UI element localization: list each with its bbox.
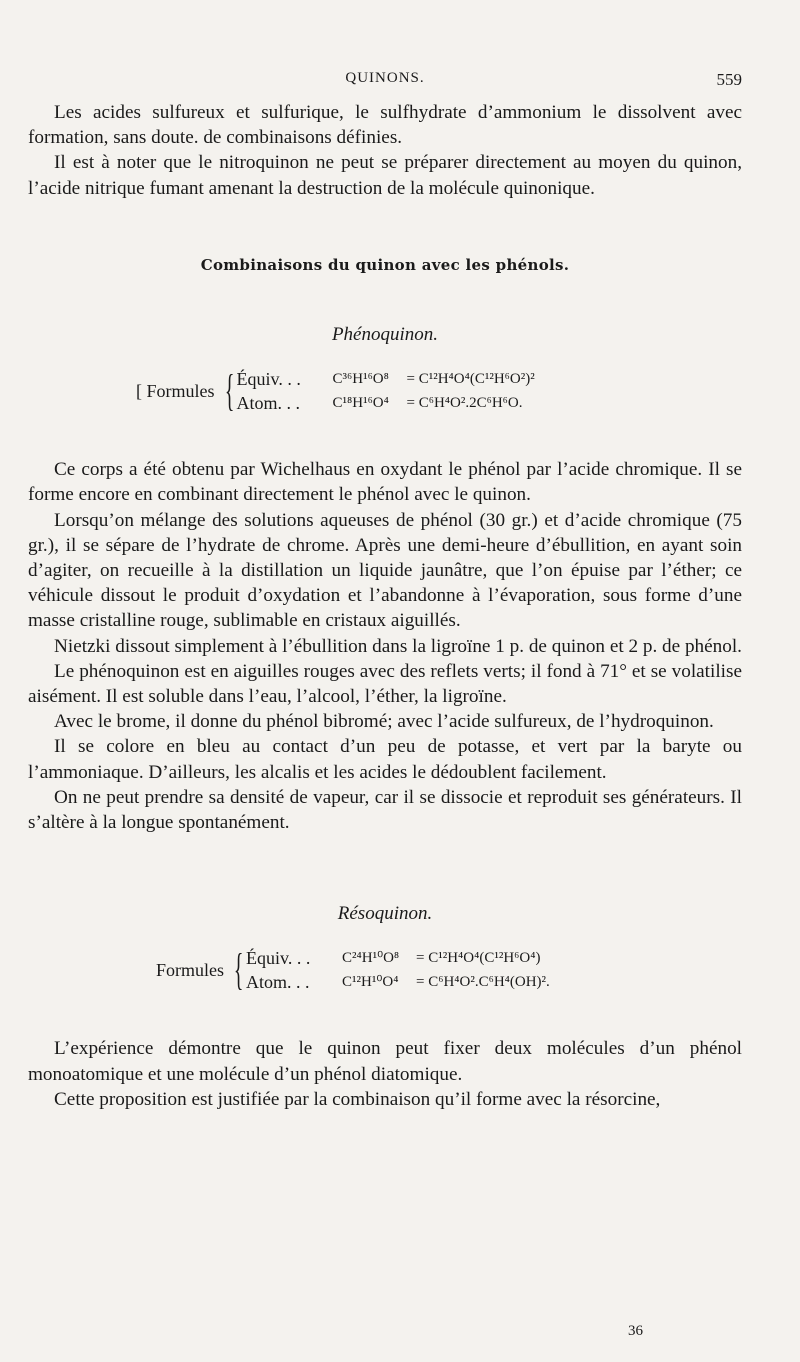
formula-rhs: = C¹²H⁴O⁴(C¹²H⁶O⁴) bbox=[416, 950, 541, 967]
phenoquinon-formula bbox=[136, 367, 742, 415]
section-title: Combinaisons du quinon avec les phénols. bbox=[200, 255, 570, 274]
formula-rows bbox=[246, 946, 550, 994]
brace-icon: { bbox=[224, 366, 234, 416]
paragraph: L’expérience démontre que le quinon peut fixer deux molécules d’un phénol monoatomique et une molécule d’un phénol diatomique. bbox=[28, 1038, 742, 1085]
formula-lhs: C²⁴H¹⁰O⁸ bbox=[342, 950, 400, 967]
paragraph: Lorsqu’on mélange des solutions aqueuses de phénol (30 gr.) et d’acide chromique (75 gr.), il se sépare de l’hydrate de chrome. Après une demi-heure d’ébullition, en ayant soin d’agiter, on recueille à la distillation un liquide jaunâtre, que l’on épuise par l’éther; ce véhicule dissout le produit d’oxydation et l’abandonne à l’évaporation, sous forme d’une masse cristalline rouge, sublimable en cristaux aiguillés. bbox=[28, 509, 742, 632]
formula-lhs: C³⁶H¹⁶O⁸ bbox=[332, 371, 389, 388]
paragraph: Le phénoquinon est en aiguilles rouges avec des reflets verts; il fond à 71° et se volatilise aisément. Il est soluble dans l’eau, l’alcool, l’éther, la ligroïne. bbox=[28, 660, 742, 708]
formula-row-label: Atom. . . bbox=[246, 972, 310, 993]
formula-rhs: = C⁶H⁴O².C⁶H⁴(OH)². bbox=[416, 974, 550, 991]
formules-word: Formules bbox=[156, 960, 225, 981]
formula-row bbox=[237, 367, 535, 391]
resoquinon-title: Résoquinon. bbox=[337, 903, 433, 925]
paragraph: Ce corps a été obtenu par Wichelhaus en oxydant le phénol par l’acide chromique. Il se forme encore en combinant directement le phénol avec le quinon. bbox=[28, 459, 742, 506]
page-header bbox=[28, 70, 742, 94]
running-title: QUINONS. bbox=[345, 70, 425, 86]
formula-label bbox=[136, 379, 219, 403]
formula-lhs: C¹²H¹⁰O⁴ bbox=[342, 974, 399, 991]
formula-row bbox=[246, 970, 550, 994]
paragraph: Il se colore en bleu au contact d’un peu de potasse, et vert par la baryte ou l’ammoniaque. D’ailleurs, les alcalis et les acides le dédoublent facilement. bbox=[28, 736, 742, 783]
paragraph: On ne peut prendre sa densité de vapeur, car il se dissocie et reproduit ses générateurs. Il s’altère à la longue spontanément. bbox=[28, 786, 742, 834]
paragraph: Les acides sulfureux et sulfurique, le sulfhydrate d’ammonium le dissolvent avec formation, sans doute. de combinaisons définies. bbox=[28, 102, 742, 149]
formula-row-label: Équiv. . . bbox=[236, 369, 301, 390]
formula-row-label: Atom. . . bbox=[236, 393, 301, 414]
paragraph: Il est à noter que le nitroquinon ne peut se préparer directement au moyen du quinon, l’acide nitrique fumant amenant la destruction de la molécule quinonique. bbox=[28, 152, 742, 199]
page-number: 559 bbox=[716, 70, 742, 89]
formula-lhs: C¹⁸H¹⁶O⁴ bbox=[332, 395, 389, 412]
formula-rhs: = C¹²H⁴O⁴(C¹²H⁶O²)² bbox=[406, 371, 535, 388]
formules-word: Formules bbox=[146, 381, 215, 402]
brace-icon: { bbox=[233, 945, 244, 995]
resoquinon-formula bbox=[156, 946, 742, 994]
paragraph: Nietzki dissout simplement à l’ébullition dans la ligroïne 1 p. de quinon et 2 p. de phénol. bbox=[54, 635, 742, 657]
formula-row-label: Équiv. . . bbox=[246, 948, 311, 969]
paragraph: Cette proposition est justifiée par la combinaison qu’il forme avec la résorcine, bbox=[54, 1088, 661, 1110]
formula-rhs: = C⁶H⁴O².2C⁶H⁶O. bbox=[406, 395, 523, 412]
page-body bbox=[28, 100, 742, 1112]
formula-rows bbox=[237, 367, 535, 415]
signature-mark: 36 bbox=[628, 1323, 643, 1339]
formula-bracket: [ bbox=[136, 381, 142, 402]
phenoquinon-title: Phénoquinon. bbox=[331, 324, 439, 346]
formula-row bbox=[246, 946, 550, 970]
paragraph: Avec le brome, il donne du phénol bibromé; avec l’acide sulfureux, de l’hydroquinon. bbox=[54, 711, 714, 733]
formula-row bbox=[237, 391, 535, 415]
